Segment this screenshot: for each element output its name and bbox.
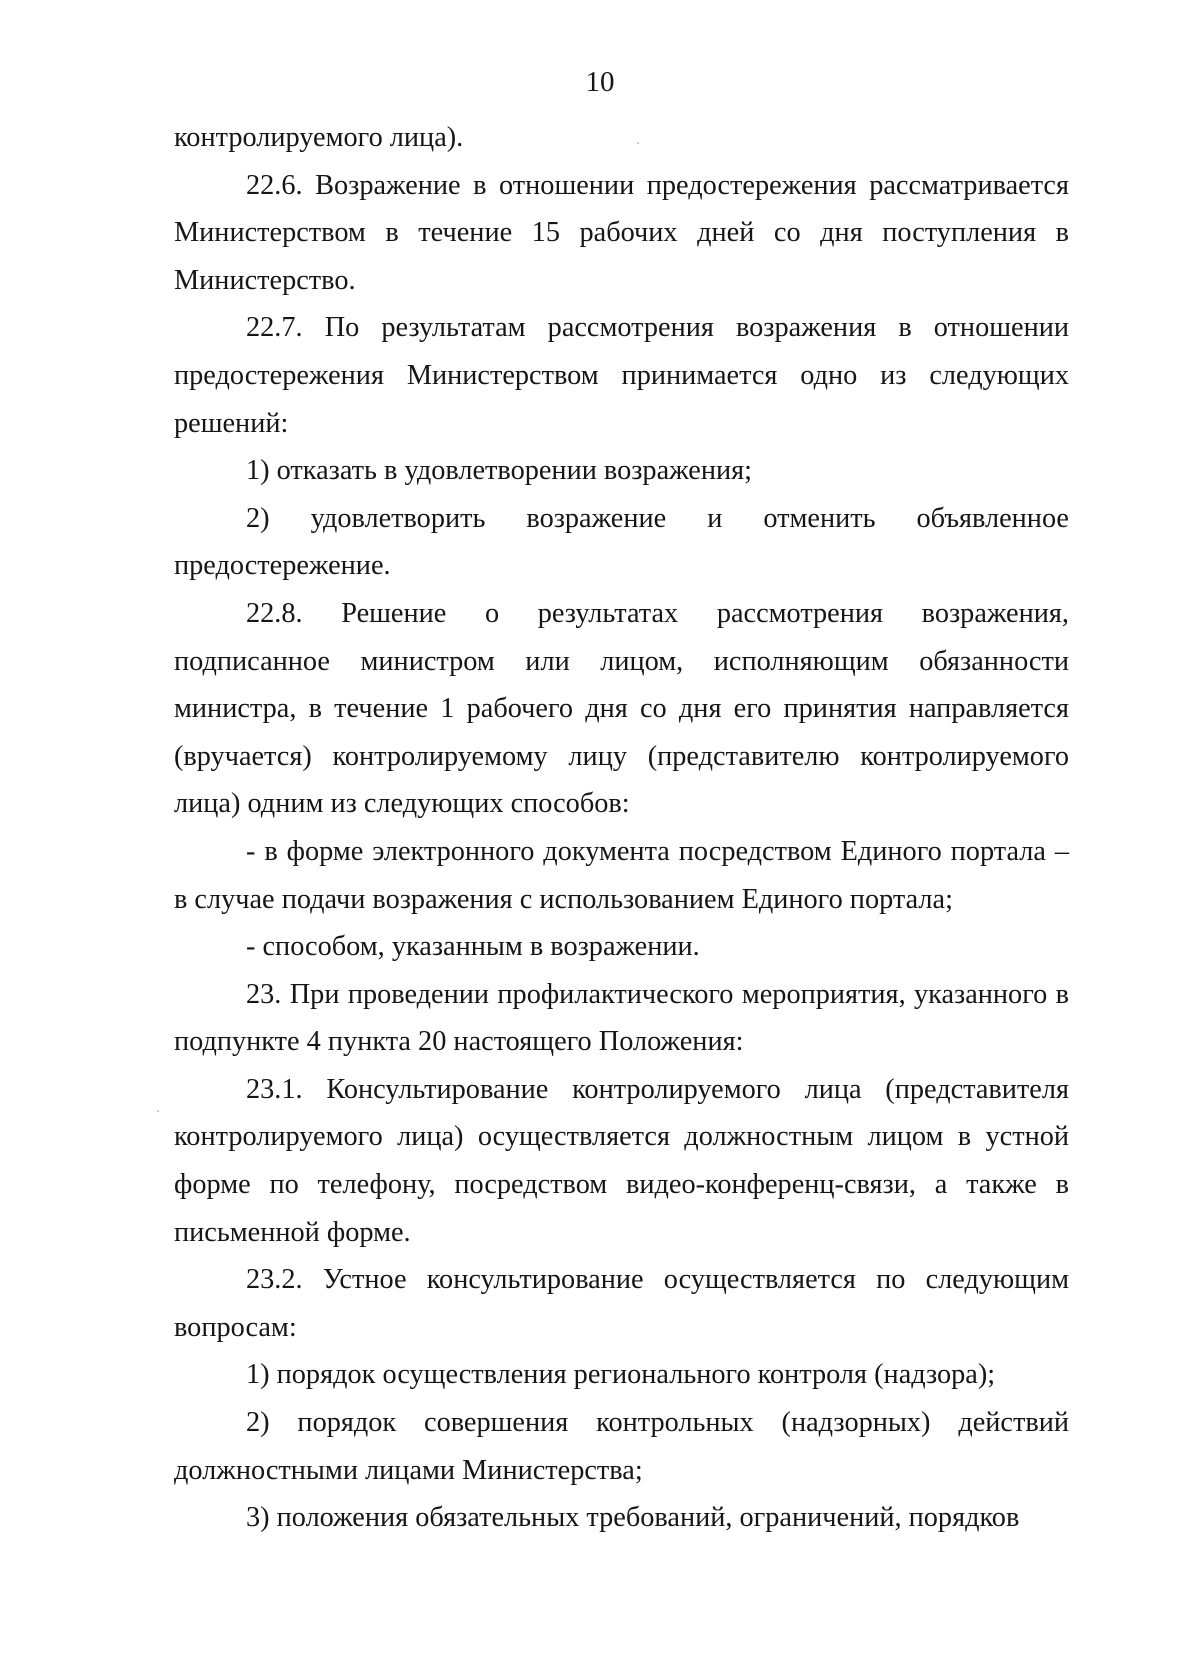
paragraph: 2) порядок совершения контрольных (надзорных) действий должностными лицами Министерства; bbox=[174, 1407, 1069, 1486]
scan-speck bbox=[637, 142, 639, 144]
paragraph: 2) удовлетворить возражение и отменить объявленное предостережение. bbox=[174, 502, 1069, 582]
paragraph: - в форме электронного документа посредством Единого портала – в случае подачи возражения с использованием Единого портала; bbox=[174, 835, 1069, 915]
paragraph: 23. При проведении профилактического мероприятия, указанного в подпункте 4 пункта 20 настоящего Положения: bbox=[174, 978, 1069, 1058]
paragraph: 23.2. Устное консультирование осуществляется по следующим вопросам: bbox=[174, 1264, 1069, 1343]
scan-speck bbox=[157, 1110, 159, 1112]
paragraph: - способом, указанным в возражении. bbox=[246, 931, 700, 963]
paragraph: 3) положения обязательных требований, ограничений, порядков bbox=[246, 1502, 1020, 1534]
paragraph: 1) порядок осуществления регионального контроля (надзора); bbox=[246, 1359, 996, 1391]
paragraph: 22.6. Возражение в отношении предостережения рассматривается Министерством в течение 15 рабочих дней со дня поступления в Министерство. bbox=[174, 169, 1069, 296]
document-body bbox=[174, 114, 1069, 1542]
paragraph: 23.1. Консультирование контролируемого лица (представителя контролируемого лица) осуществляется должностным лицом в устной форме по телефону, посредством видео-конференц-связи, а также в письменной форме. bbox=[174, 1073, 1069, 1248]
page-number: 10 bbox=[585, 66, 615, 98]
paragraph: 1) отказать в удовлетворении возражения; bbox=[246, 455, 753, 487]
paragraph: 22.8. Решение о результатах рассмотрения возражения, подписанное министром или лицом, исполняющим обязанности министра, в течение 1 рабочего дня со дня его принятия направляется (вручается) контролируемому лицу (представителю контролируемого лица) одним из следующих способов: bbox=[174, 597, 1069, 820]
paragraph: контролируемого лица). bbox=[174, 122, 464, 153]
paragraph: 22.7. По результатам рассмотрения возражения в отношении предостережения Министерством принимается одно из следующих решений: bbox=[174, 312, 1069, 439]
